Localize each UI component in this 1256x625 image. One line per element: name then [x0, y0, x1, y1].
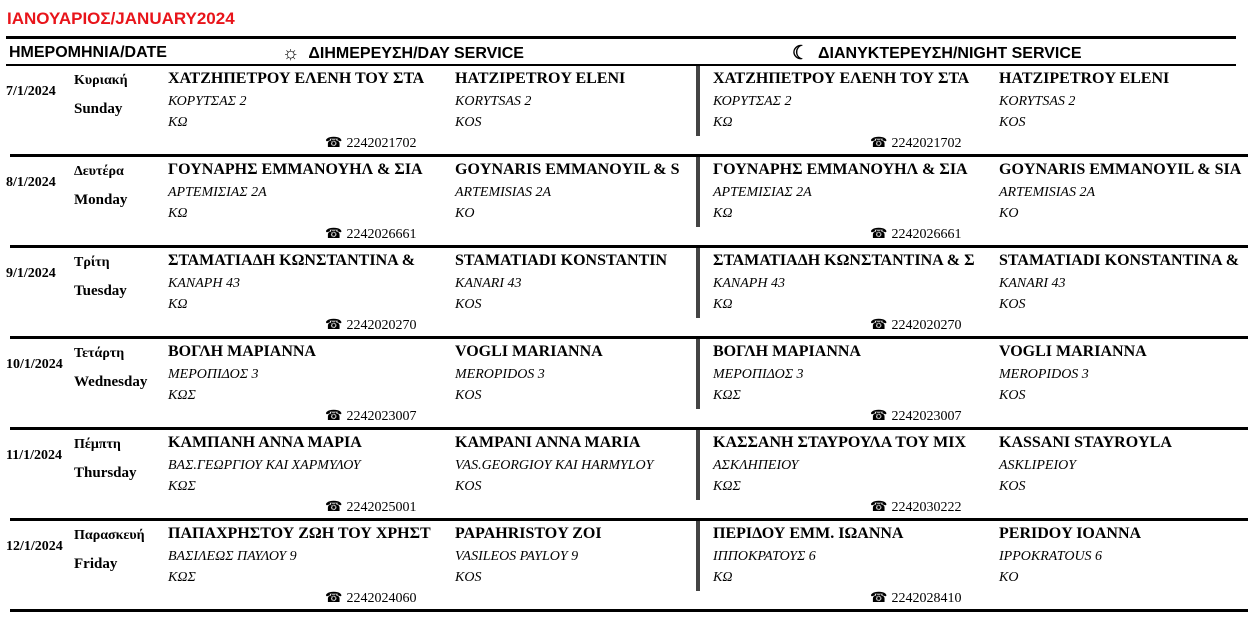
- row-date: 12/1/2024: [6, 539, 63, 554]
- table-row: [0, 521, 1256, 612]
- night-pharmacy-name-gr: ΚΑΣΣΑΝΗ ΣΤΑΥΡΟΥΛΑ ΤΟΥ ΜΙΧ: [713, 434, 967, 451]
- day-city-gr: ΚΩ: [168, 206, 188, 221]
- night-phone-number: 2242028410: [891, 591, 962, 606]
- day-pharmacy-name-en: STAMATIADI KONSTANTIN: [455, 252, 668, 269]
- moon-icon: ☾: [792, 43, 810, 64]
- night-address-gr: ΜΕΡΟΠΙΔΟΣ 3: [713, 367, 804, 382]
- day-address-en: MEROPIDOS 3: [455, 367, 545, 382]
- page-title: ΙΑΝΟΥΑΡΙΟΣ/JANUARY2024: [7, 9, 235, 28]
- night-pharmacy-name-gr: ΠΕΡΙΔΟΥ ΕΜΜ. ΙΩΑΝΝΑ: [713, 525, 904, 542]
- night-phone: [870, 590, 961, 607]
- day-phone: [325, 135, 416, 152]
- night-address-gr: ΚΟΡΥΤΣΑΣ 2: [713, 94, 792, 109]
- night-address-gr: ΙΠΠΟΚΡΑΤΟΥΣ 6: [713, 549, 816, 564]
- night-phone: [870, 408, 961, 425]
- night-address-en: MEROPIDOS 3: [999, 367, 1089, 382]
- night-city-en: KOS: [999, 479, 1026, 494]
- night-city-gr: ΚΩΣ: [713, 388, 741, 403]
- day-address-en: VAS.GEORGIOY KAI HARMYLOY: [455, 458, 654, 473]
- phone-icon: ☎: [325, 500, 343, 515]
- row-date: 9/1/2024: [6, 266, 56, 281]
- column-divider: [696, 521, 700, 591]
- top-rule: [6, 36, 1236, 39]
- day-address-gr: ΑΡΤΕΜΙΣΙΑΣ 2Α: [168, 185, 267, 200]
- day-phone-number: 2242023007: [346, 409, 417, 424]
- night-address-gr: ΚΑΝΑΡΗ 43: [713, 276, 785, 291]
- phone-icon: ☎: [870, 318, 888, 333]
- table-row: [0, 339, 1256, 430]
- night-city-gr: ΚΩΣ: [713, 479, 741, 494]
- row-weekday-gr: Δευτέρα: [74, 164, 124, 179]
- night-pharmacy-name-gr: ΣΤΑΜΑΤΙΑΔΗ ΚΩΝΣΤΑΝΤΙΝΑ & Σ: [713, 252, 975, 269]
- night-city-gr: ΚΩ: [713, 115, 733, 130]
- day-phone-number: 2242025001: [346, 500, 417, 515]
- day-city-en: KOS: [455, 388, 482, 403]
- row-date: 10/1/2024: [6, 357, 63, 372]
- night-city-en: KO: [999, 206, 1019, 221]
- day-pharmacy-name-en: GOYNARIS EMMANOYIL & S: [455, 161, 680, 178]
- header-day-label: ΔΙΗΜΕΡΕΥΣΗ/DAY SERVICE: [308, 44, 524, 62]
- night-address-gr: ΑΣΚΛΗΠΕΙΟΥ: [713, 458, 799, 473]
- night-phone: [870, 499, 961, 516]
- day-address-en: ARTEMISIAS 2A: [455, 185, 552, 200]
- day-phone: [325, 499, 416, 516]
- day-pharmacy-name-en: HATZIPETROY ELENI: [455, 70, 626, 87]
- column-divider: [696, 339, 700, 409]
- night-pharmacy-name-en: STAMATIADI KONSTANTINA &: [999, 252, 1240, 269]
- day-address-gr: ΚΑΝΑΡΗ 43: [168, 276, 240, 291]
- header-date-label: ΗΜΕΡΟΜΗΝΙΑ/DATE: [9, 44, 167, 61]
- day-pharmacy-name-gr: ΚΑΜΠΑΝΗ ΑΝΝΑ ΜΑΡΙΑ: [168, 434, 362, 451]
- table-row: [0, 66, 1256, 157]
- night-pharmacy-name-en: HATZIPETROY ELENI: [999, 70, 1170, 87]
- day-address-gr: ΒΑΣ.ΓΕΩΡΓΙΟΥ ΚΑΙ ΧΑΡΜΥΛΟΥ: [168, 458, 361, 473]
- row-weekday-gr: Κυριακή: [74, 73, 128, 88]
- night-pharmacy-name-en: GOYNARIS EMMANOYIL & SIA: [999, 161, 1242, 178]
- row-weekday-en: Friday: [74, 556, 118, 572]
- night-city-gr: ΚΩ: [713, 570, 733, 585]
- phone-icon: ☎: [325, 409, 343, 424]
- header-night-service: [792, 44, 1082, 63]
- day-city-en: KOS: [455, 479, 482, 494]
- night-city-en: KOS: [999, 115, 1026, 130]
- day-address-en: KORYTSAS 2: [455, 94, 532, 109]
- day-city-gr: ΚΩΣ: [168, 388, 196, 403]
- night-address-gr: ΑΡΤΕΜΙΣΙΑΣ 2Α: [713, 185, 812, 200]
- row-weekday-gr: Πέμπτη: [74, 437, 121, 452]
- day-phone: [325, 226, 416, 243]
- day-city-en: KOS: [455, 297, 482, 312]
- day-city-gr: ΚΩ: [168, 115, 188, 130]
- day-pharmacy-name-gr: ΣΤΑΜΑΤΙΑΔΗ ΚΩΝΣΤΑΝΤΙΝΑ &: [168, 252, 416, 269]
- night-city-gr: ΚΩ: [713, 297, 733, 312]
- row-weekday-en: Tuesday: [74, 283, 127, 299]
- day-pharmacy-name-en: KAMPANI ANNA MARIA: [455, 434, 641, 451]
- day-pharmacy-name-gr: ΒΟΓΛΗ ΜΑΡΙΑΝΝΑ: [168, 343, 316, 360]
- night-pharmacy-name-en: PERIDOY IOANNA: [999, 525, 1142, 542]
- night-city-gr: ΚΩ: [713, 206, 733, 221]
- night-address-en: ARTEMISIAS 2A: [999, 185, 1096, 200]
- day-city-gr: ΚΩ: [168, 297, 188, 312]
- day-city-gr: ΚΩΣ: [168, 570, 196, 585]
- row-date: 11/1/2024: [6, 448, 63, 463]
- header-day-service: [282, 44, 524, 63]
- row-weekday-gr: Παρασκευή: [74, 528, 145, 543]
- header-night-label: ΔΙΑΝΥΚΤΕΡΕΥΣΗ/NIGHT SERVICE: [818, 44, 1082, 62]
- day-address-gr: ΚΟΡΥΤΣΑΣ 2: [168, 94, 247, 109]
- column-divider: [696, 157, 700, 227]
- day-address-gr: ΜΕΡΟΠΙΔΟΣ 3: [168, 367, 259, 382]
- night-pharmacy-name-gr: ΒΟΓΛΗ ΜΑΡΙΑΝΝΑ: [713, 343, 861, 360]
- day-phone-number: 2242026661: [346, 227, 417, 242]
- night-pharmacy-name-gr: ΧΑΤΖΗΠΕΤΡΟΥ ΕΛΕΝΗ ΤΟΥ ΣΤΑ: [713, 70, 970, 87]
- phone-icon: ☎: [325, 227, 343, 242]
- night-phone-number: 2242026661: [891, 227, 962, 242]
- row-weekday-en: Monday: [74, 192, 128, 208]
- day-phone-number: 2242020270: [346, 318, 417, 333]
- day-city-en: KOS: [455, 115, 482, 130]
- column-divider: [696, 430, 700, 500]
- night-address-en: IPPOKRATOUS 6: [999, 549, 1103, 564]
- night-phone: [870, 317, 961, 334]
- phone-icon: ☎: [325, 591, 343, 606]
- phone-icon: ☎: [325, 318, 343, 333]
- table-row: [0, 430, 1256, 521]
- table-row: [0, 157, 1256, 248]
- phone-icon: ☎: [870, 136, 888, 151]
- row-weekday-gr: Τετάρτη: [74, 346, 125, 361]
- day-pharmacy-name-gr: ΧΑΤΖΗΠΕΤΡΟΥ ΕΛΕΝΗ ΤΟΥ ΣΤΑ: [168, 70, 425, 87]
- day-address-en: KANARI 43: [455, 276, 522, 291]
- night-address-en: KANARI 43: [999, 276, 1066, 291]
- day-address-en: VASILEOS PAYLOY 9: [455, 549, 579, 564]
- day-city-en: KO: [455, 206, 475, 221]
- day-phone: [325, 317, 416, 334]
- phone-icon: ☎: [870, 227, 888, 242]
- day-pharmacy-name-gr: ΓΟΥΝΑΡΗΣ ΕΜΜΑΝΟΥΗΛ & ΣΙΑ: [168, 161, 423, 178]
- night-phone: [870, 135, 961, 152]
- day-city-en: KOS: [455, 570, 482, 585]
- night-pharmacy-name-en: KASSANI STAYROYLA: [999, 434, 1172, 451]
- night-phone-number: 2242023007: [891, 409, 962, 424]
- column-divider: [696, 248, 700, 318]
- row-separator: [10, 609, 1248, 612]
- night-city-en: KOS: [999, 388, 1026, 403]
- row-date: 7/1/2024: [6, 84, 56, 99]
- night-address-en: KORYTSAS 2: [999, 94, 1076, 109]
- night-pharmacy-name-en: VOGLI MARIANNA: [999, 343, 1147, 360]
- day-address-gr: ΒΑΣΙΛΕΩΣ ΠΑΥΛΟΥ 9: [168, 549, 297, 564]
- column-divider: [696, 66, 700, 136]
- row-weekday-en: Sunday: [74, 101, 123, 117]
- day-phone-number: 2242021702: [346, 136, 417, 151]
- night-phone-number: 2242021702: [891, 136, 962, 151]
- day-city-gr: ΚΩΣ: [168, 479, 196, 494]
- day-pharmacy-name-gr: ΠΑΠΑΧΡΗΣΤΟΥ ΖΩΗ ΤΟΥ ΧΡΗΣΤ: [168, 525, 431, 542]
- phone-icon: ☎: [870, 500, 888, 515]
- night-address-en: ASKLIPEIOY: [999, 458, 1076, 473]
- row-date: 8/1/2024: [6, 175, 56, 190]
- phone-icon: ☎: [870, 591, 888, 606]
- day-pharmacy-name-en: PAPAHRISTOY ZOI: [455, 525, 602, 542]
- night-phone-number: 2242020270: [891, 318, 962, 333]
- row-weekday-en: Wednesday: [74, 374, 148, 390]
- row-weekday-en: Thursday: [74, 465, 137, 481]
- night-city-en: KOS: [999, 297, 1026, 312]
- phone-icon: ☎: [870, 409, 888, 424]
- row-weekday-gr: Τρίτη: [74, 255, 110, 270]
- phone-icon: ☎: [325, 136, 343, 151]
- night-phone: [870, 226, 961, 243]
- day-phone: [325, 590, 416, 607]
- day-phone-number: 2242024060: [346, 591, 417, 606]
- night-pharmacy-name-gr: ΓΟΥΝΑΡΗΣ ΕΜΜΑΝΟΥΗΛ & ΣΙΑ: [713, 161, 968, 178]
- night-city-en: KO: [999, 570, 1019, 585]
- day-pharmacy-name-en: VOGLI MARIANNA: [455, 343, 603, 360]
- table-row: [0, 248, 1256, 339]
- sun-icon: ☼: [282, 43, 300, 64]
- night-phone-number: 2242030222: [891, 500, 962, 515]
- day-phone: [325, 408, 416, 425]
- header-date: [9, 44, 167, 62]
